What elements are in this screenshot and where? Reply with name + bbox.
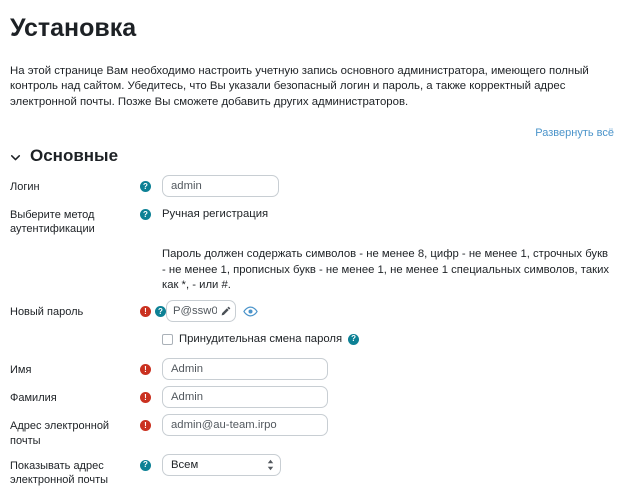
email-visibility-select[interactable] bbox=[162, 454, 281, 476]
auth-method-value: Ручная регистрация bbox=[162, 208, 269, 221]
intro-text: На этой странице Вам необходимо настроить учетную запись основного администратора, имеющего полный контроль над сайтом. Убедитесь, что Вы указали безопасный логин и пароль, а также корректный адрес электронной почты. Позже Вы сможете добавить других администраторов. bbox=[10, 65, 589, 108]
required-icon: ! bbox=[140, 306, 151, 317]
last-name-icons bbox=[140, 386, 162, 403]
email-visibility-label: Показывать адрес электронной почты bbox=[10, 459, 109, 487]
new-password-icons bbox=[140, 300, 166, 317]
first-name-label: Имя bbox=[10, 364, 32, 377]
expand-all-row bbox=[10, 127, 614, 139]
form-row-first-name bbox=[10, 358, 614, 380]
toggle-password-visibility-icon[interactable] bbox=[243, 305, 258, 318]
section-title[interactable]: Основные bbox=[30, 146, 119, 166]
form-row-auth-method bbox=[10, 203, 614, 237]
form-row-new-password bbox=[10, 300, 614, 322]
email-visibility-select-wrapper bbox=[162, 454, 281, 476]
login-icons bbox=[140, 175, 162, 192]
help-icon[interactable]: ? bbox=[155, 306, 166, 317]
email-icons bbox=[140, 414, 162, 431]
required-icon: ! bbox=[140, 420, 151, 431]
form-row-force-password-change bbox=[10, 330, 614, 345]
form-row-last-name bbox=[10, 386, 614, 408]
chevron-down-icon[interactable] bbox=[10, 150, 21, 163]
login-label: Логин bbox=[10, 181, 40, 194]
page-title: Установка bbox=[10, 14, 137, 42]
help-icon[interactable]: ? bbox=[140, 209, 151, 220]
password-policy-hint: Пароль должен содержать символов - не менее 8, цифр - не менее 1, строчных букв - не менее 1, прописных букв - не менее 1, не менее 1 специальных символов, таких как *, - или #. bbox=[162, 247, 610, 292]
form-row-password-hint bbox=[10, 245, 614, 294]
last-name-input[interactable] bbox=[162, 386, 328, 408]
required-icon: ! bbox=[140, 392, 151, 403]
expand-all-link[interactable]: Развернуть всё bbox=[535, 127, 614, 140]
form-row-email-visibility bbox=[10, 454, 614, 487]
email-input[interactable] bbox=[162, 414, 328, 436]
first-name-input[interactable] bbox=[162, 358, 328, 380]
section-header-general[interactable] bbox=[10, 146, 614, 166]
last-name-label: Фамилия bbox=[10, 392, 57, 405]
auth-method-icons bbox=[140, 203, 162, 220]
force-password-change-checkbox[interactable] bbox=[162, 334, 173, 345]
help-icon[interactable]: ? bbox=[140, 181, 151, 192]
force-password-change-label: Принудительная смена пароля bbox=[179, 333, 343, 346]
help-icon[interactable]: ? bbox=[140, 460, 151, 471]
form-row-login bbox=[10, 175, 614, 197]
email-label: Адрес электронной почты bbox=[10, 420, 110, 447]
auth-method-label: Выберите метод аутентификации bbox=[10, 209, 95, 236]
help-icon[interactable]: ? bbox=[348, 334, 359, 345]
email-visibility-icons bbox=[140, 454, 162, 471]
password-field-wrapper bbox=[166, 300, 236, 322]
required-icon: ! bbox=[140, 364, 151, 375]
new-password-label: Новый пароль bbox=[10, 306, 84, 319]
first-name-icons bbox=[140, 358, 162, 375]
login-input[interactable] bbox=[162, 175, 279, 197]
pencil-icon bbox=[221, 306, 231, 316]
form-row-email bbox=[10, 414, 614, 448]
